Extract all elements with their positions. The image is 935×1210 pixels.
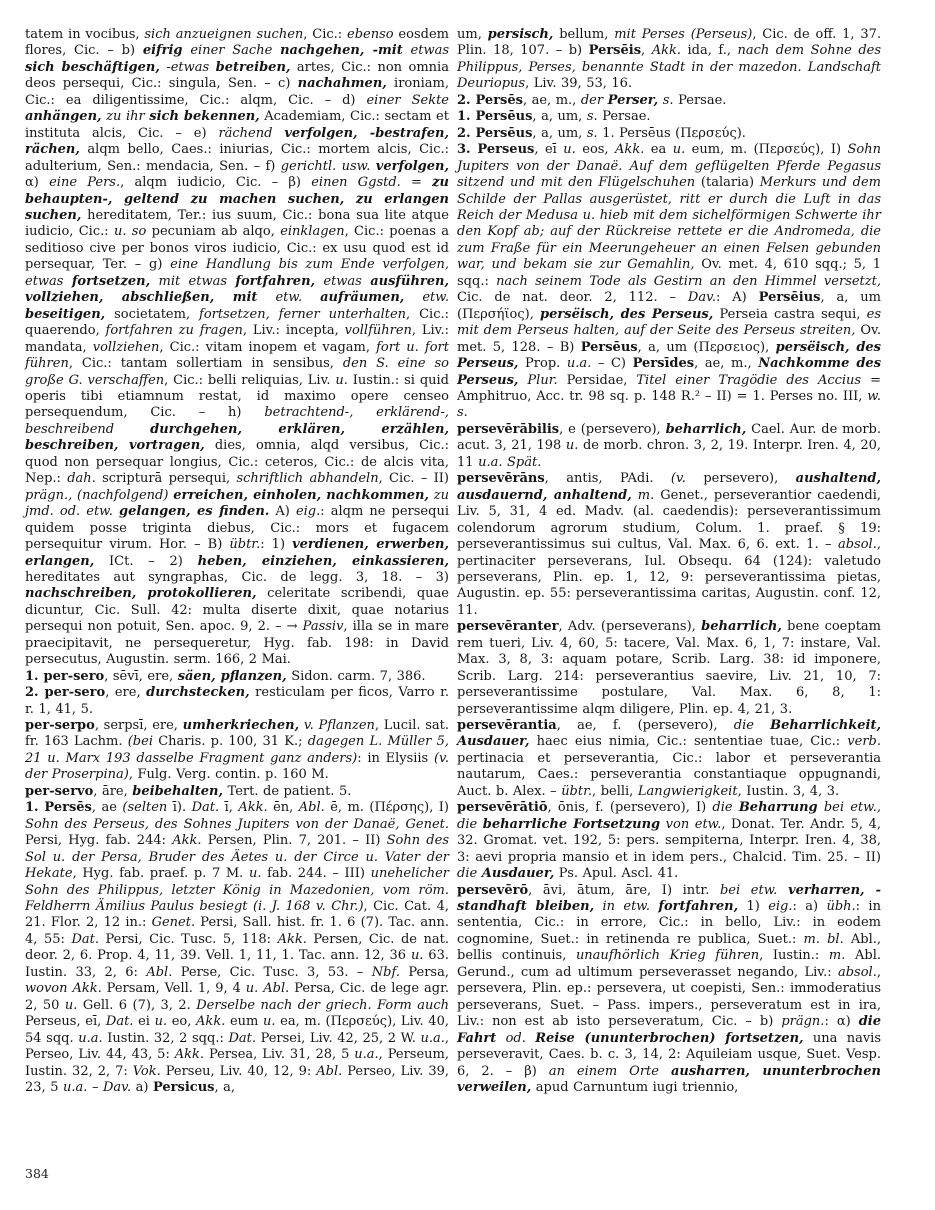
dictionary-paragraph: 2. per-sero, ere, durchstecken, resticulam per ficos, Varro r. r. 1, 41, 5. [25, 685, 449, 717]
dictionary-paragraph: um, persisch, bellum, mit Perses (Perseus), Cic. de off. 1, 37. Plin. 18, 107. – b) Persēis, Akk. ida, f., nach dem Sohne des Philippus, Perses, benannte Stadt in der mazedon. Landschaft Deuriopus, Liv. 39, 53, 16. [457, 27, 882, 92]
dictionary-paragraph: 1. Persēs, ae (selten ī). Dat. ī, Akk. ēn, Abl. ē, m. (Πέρσης), I) Sohn des Perseus, des Sohnes Jupiters von der Danaë, Genet. Persi, Hyg. fab. 244: Akk. Persen, Plin. 7, 201. – II) Sohn des Sol u. der Persa, Bruder des Äetes u. der Circe u. Vater der Hekate, Hyg. fab. praef. p. 7 M. u. fab. 244. – III) unehelicher Sohn des Philippus, letzter König in Mazedonien, vom röm. Feldherrn Ämilius Paulus besiegt (i. J. 168 v. Chr.), Cic. Cat. 4, 21. Flor. 2, 12 in.: Genet. Persi, Sall. hist. fr. 1. 6 (7). Tac. ann. 4, 55: Dat. Persi, Cic. Tusc. 5, 118: Akk. Persen, Cic. de nat. deor. 2, 6. Prop. 4, 11, 39. Vell. 1, 11, 1. Tac. ann. 12, 36 u. 63. Iustin. 33, 2, 6: Abl. Perse, Cic. Tusc. 3, 53. – Nbf. Persa, wovon Akk. Persam, Vell. 1, 9, 4 u. Abl. Persa, Cic. de lege agr. 2, 50 u. Gell. 6 (7), 3, 2. Derselbe nach der griech. Form auch Perseus, eī, Dat. ei u. eo, Akk. eum u. ea, m. (Περσεύς), Liv. 40, 54 sqq. u.a. Iustin. 32, 2 sqq.: Dat. Persei, Liv. 42, 25, 2 W. u.a., Perseo, Liv. 44, 43, 5: Akk. Persea, Liv. 31, 28, 5 u.a., Perseum, Iustin. 32, 2, 7: Vok. Perseu, Liv. 40, 12, 9: Abl. Perseo, Liv. 39, 23, 5 u.a. – Dav. a) Persicus, a, [25, 800, 450, 1095]
dictionary-paragraph: per-serpo, serpsī, ere, umherkriechen, v. Pflanzen, Lucil. sat. fr. 163 Lachm. (bei Charis. p. 100, 31 K.; dagegen L. Müller 5, 21 u. Marx 193 dasselbe Fragment ganz anders): in Elysiis (v. der Proserpina), Fulg. Verg. contin. p. 160 M. [25, 718, 449, 783]
dictionary-paragraph: persevērāns, antis, PAdi. (v. persevero), aushaltend, ausdauernd, anhaltend, m. Genet., perseverantior caedendi, Liv. 5, 31, 4 ed. Madv. (al. caedendis): perseverantissimum colendorum agrorum studium, Colum. 1. praef. § 19: perseverantissimus sui cultus, Val. Max. 6, 6. ext. 1. – absol., pertinaciter perseverans, Iul. Obsequ. 64 (124): valetudo perseverans, Plin. ep. 1, 12, 9: perseverantissima pietas, Augustin. ep. 55: perseverantissima caritas, Augustin. conf. 12, 11. [457, 471, 882, 618]
right-column [457, 27, 881, 1096]
dictionary-paragraph: persevērātiō, ōnis, f. (persevero), I) die Beharrung bei etw., die beharrliche Fortsetzung von etw., Donat. Ter. Andr. 5, 4, 32. Gromat. vet. 192, 5: pers. sempiterna, Interpr. Iren. 4, 38, 3: aevi propria mansio et in idem pers., Chalcid. Tim. 25. – II) die Ausdauer, Ps. Apul. Ascl. 41. [457, 800, 881, 882]
dictionary-paragraph: persevērō, āvi, ātum, āre, I) intr. bei etw. verharren, -standhaft bleiben, in etw. fortfahren, 1) eig.: a) übh.: in sententia, Cic.: in errore, Cic.: in bello, Liv.: in eodem cognomine, Suet.: in retinenda re publica, Suet.: m. bl. Abl., bellis continuis, unaufhörlich Krieg führen, Iustin.: m. Abl. Gerund., cum ad ultimum perseverasset negando, Liv.: absol., persevera, Plin. ep.: persevera, ut coepisti, Sen.: immoderatius perseverans, Suet. – Pass. impers., perseveratum est in ira, Liv.: non est ab isto perseveratum, Cic. – b) prägn.: α) die Fahrt od. Reise (ununterbrochen) fortsetzen, una navis perseveravit, Caes. b. c. 3, 14, 2: Aquileiam usque, Suet. Vesp. 6, 2. – β) an einem Orte ausharren, ununterbrochen verweilen, apud Carnuntum iugi triennio, [457, 882, 882, 1095]
left-column [25, 27, 449, 1096]
dictionary-paragraph: tatem in vocibus, sich anzueignen suchen, Cic.: ebenso eosdem flores, Cic. – b) eifrig einer Sache nachgehen, -mit etwas sich beschäftigen, -etwas betreiben, artes, Cic.: non omnia deos persequi, Cic.: singula, Sen. – c) nachahmen, ironiam, Cic.: ea diligentissime, Cic.: alqm, Cic. – d) einer Sekte anhängen, zu ihr sich bekennen, Academiam, Cic.: sectam et instituta alcis, Cic. – e) rächend verfolgen, -bestrafen, rächen, alqm bello, Caes.: iniurias, Cic.: mortem alcis, Cic.: adulterium, Sen.: mendacia, Sen. – f) gerichtl. usw. verfolgen, α) eine Pers., alqm iudicio, Cic. – β) einen Ggstd. = zu behaupten-, geltend zu machen suchen, zu erlangen suchen, hereditatem, Ter.: ius suum, Cic.: bona sua lite atque iudicio, Cic.: u. so pecuniam ab alqo, einklagen, Cic.: poenas a seditioso cive per bonos viros iudicio, Cic.: ex usu quod est id persequar, Ter. – g) eine Handlung bis zum Ende verfolgen, etwas fortsetzen, mit etwas fortfahren, etwas ausführen, vollziehen, abschließen, mit etw. aufräumen, etw. beseitigen, societatem, fortsetzen, ferner unterhalten, Cic.: quaerendo, fortfahren zu fragen, Liv.: incepta, vollführen, Liv.: mandata, vollziehen, Cic.: vitam inopem et vagam, fort u. fort führen, Cic.: tantam sollertiam in sensibus, den S. eine so große G. verschaffen, Cic.: belli reliquias, Liv. u. Iustin.: si quid operis tibi etiamnum restat, id maximo opere censeo persequendum, Cic. – h) betrachtend-, erklärend-, beschreibend durchgehen, erklären, erzählen, beschreiben, vortragen, dies, omnia, alqd versibus, Cic.: quod non persequar longius, Cic.: ceteros, Cic.: de alcis vita, Nep.: dah. scripturā persequi, schriftlich abhandeln, Cic. – II) prägn., (nachfolgend) erreichen, einholen, nachkommen, zu jmd. od. etw. gelangen, es finden. A) eig.: alqm ne persequi quidem posse triginta diebus, Cic.: mors et fugacem persequitur virum. Hor. – B) übtr.: 1) verdienen, erwerben, erlangen, ICt. – 2) heben, einziehen, einkassieren, hereditates aut syngraphas, Cic. de legg. 3, 18. – 3) nachschreiben, protokollieren, celeritate scribendi, quae dicuntur, Cic. Sull. 42: multa diserte dixit, quae notarius persequi non potuit, Sen. apoc. 9, 2. – → Passiv, illa se in mare praecipitavit, ne persequeretur, Hyg. fab. 198: in David persecutus, Augustin. serm. 166, 2 Mai. [25, 27, 450, 668]
dictionary-paragraph: 1. Persēus, a, um, s. Persae. [457, 109, 651, 125]
dictionary-paragraph: 2. Persēs, ae, m., der Perser, s. Persae. [457, 92, 727, 108]
dictionary-paragraph: 2. Persēus, a, um, s. 1. Persēus (Περσεύς). [457, 125, 746, 141]
dictionary-paragraph: persevēranter, Adv. (perseverans), beharrlich, bene coeptam rem tueri, Liv. 4, 60, 5: tacere, Val. Max. 6, 1, 7: instare, Val. Max. 3, 8, 3: aquam potare, Scrib. Larg. 38: id imponere, Scrib. Larg. 214: perseverantius saevire, Liv. 21, 10, 7: perseverantissime postulare, Val. Max. 6, 8, 1: perseverantissime alqm diligere, Plin. ep. 4, 21, 3. [457, 619, 881, 717]
dictionary-paragraph: persevērantia, ae, f. (persevero), die Beharrlichkeit, Ausdauer, haec eius nimia, Cic.: sententiae tuae, Cic.: verb. pertinacia et perseverantia, Cic.: labor et perseverantia nautarum, Caes.: perseverantia constantiaque oppugnandi, Auct. b. Alex. – übtr., belli, Langwierigkeit, Iustin. 3, 4, 3. [457, 718, 881, 799]
dictionary-paragraph: per-servo, āre, beibehalten, Tert. de patient. 5. [25, 783, 352, 799]
dictionary-paragraph: 3. Perseus, eī u. eos, Akk. ea u. eum, m. (Περσεύς), I) Sohn Jupiters von der Danaë. Auf dem geflügelten Pferde Pegasus sitzend und mit den Flügelschuhen (talaria) Merkurs und dem Schilde der Pallas ausgerüstet, ritt er durch die Luft in das Reich der Medusa u. hieb mit dem sichelförmigen Schwerte ihr den Kopf ab; auf der Rückreise rettete er die Andromeda, die zum Fraße für ein Meerungeheuer an einen Felsen gebunden war, und bekam sie zur Gemahlin, Ov. met. 4, 610 sqq.; 5, 1 sqq.: nach seinem Tode als Gestirn an den Himmel versetzt, Cic. de nat. deor. 2, 112. – Dav.: A) Persēius, a, um (Περσήϊος), persëisch, des Perseus, Perseia castra sequi, es mit dem Perseus halten, auf der Seite des Perseus streiten, Ov. met. 5, 128. – B) Persēus, a, um (Περσειος), persëisch, des Perseus, Prop. u.a. – C) Persīdes, ae, m., Nachkomme des Perseus, Plur. Persidae, Titel einer Tragödie des Accius = Amphitruo, Acc. tr. 98 sq. p. 148 R.² – II) = 1. Perses no. III, w. s. [457, 142, 882, 421]
page-number: 384 [25, 1166, 49, 1181]
dictionary-paragraph: 1. per-sero, sēvī, ere, säen, pflanzen, Sidon. carm. 7, 386. [25, 668, 426, 684]
dictionary-paragraph: persevērābilis, e (persevero), beharrlich, Cael. Aur. de morb. acut. 3, 21, 198 u. de morb. chron. 3, 2, 19. Interpr. Iren. 4, 20, 11 u.a. Spät. [457, 421, 882, 470]
